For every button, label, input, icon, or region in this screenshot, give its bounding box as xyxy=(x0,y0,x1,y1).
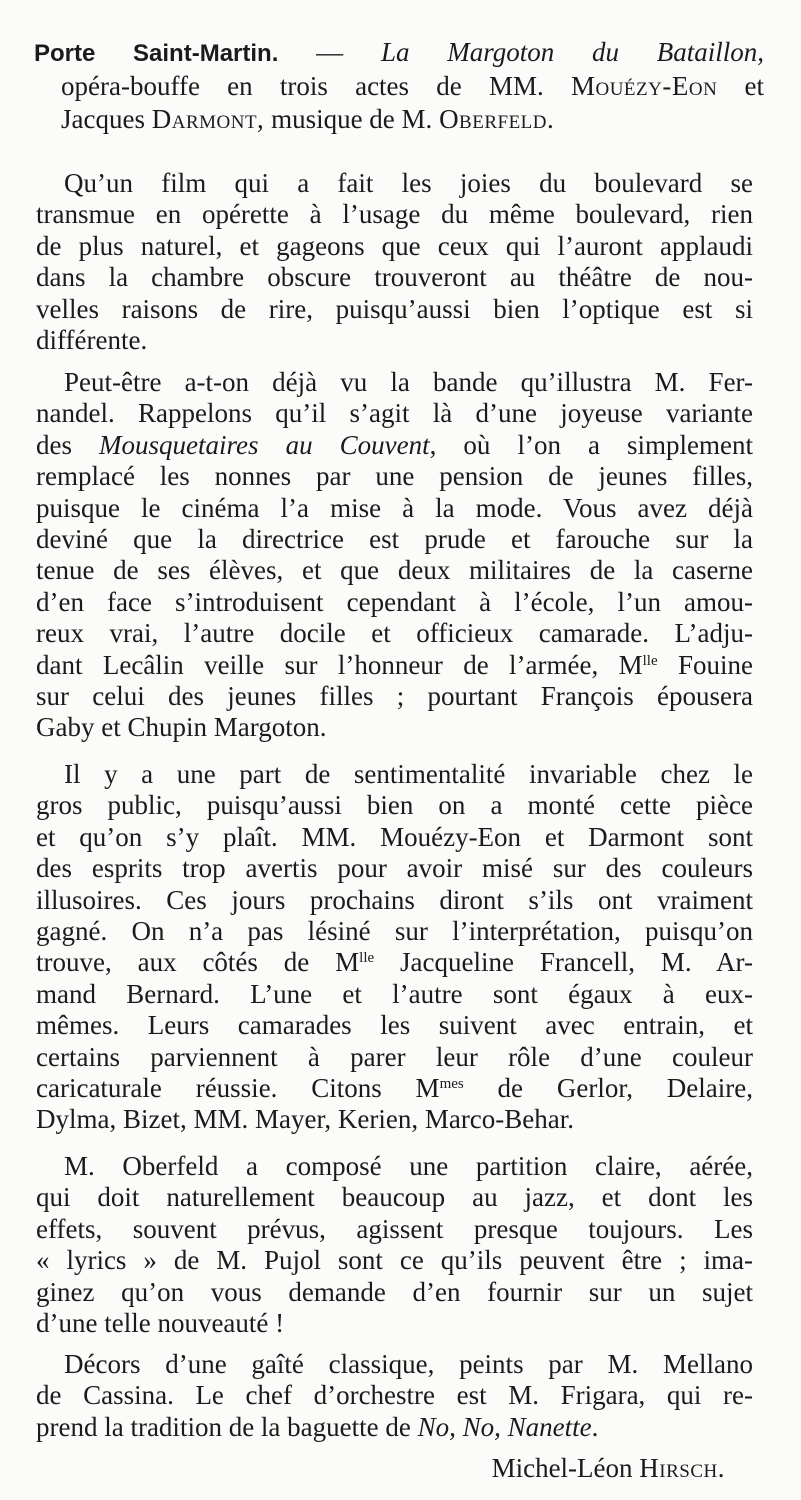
header-music-credit: musique de M. xyxy=(271,104,433,134)
text-line: velles raisons de rire, puisqu’aussi bien l’optique est si xyxy=(36,293,753,324)
text-line: Peut-être a-t-on déjà vu la bande qu’illustra M. Fer- xyxy=(64,367,753,397)
signature-last-name: Hirsch. xyxy=(639,1453,725,1483)
paragraph-2 xyxy=(36,367,753,744)
header-line-2 xyxy=(34,70,764,103)
text-line: des esprits trop avertis pour avoir misé sur des couleurs xyxy=(36,853,753,884)
text-line: nandel. Rappelons qu’il s’agit là d’une joyeuse variante xyxy=(36,398,753,429)
header-line-3 xyxy=(34,103,764,136)
text-line: qui doit naturellement beaucoup au jazz, et dont les xyxy=(36,1182,753,1213)
paragraph-3 xyxy=(36,759,753,1136)
author-name-1: Mouézy-Eon xyxy=(570,71,718,101)
text-line: et qu’on s’y plaît. MM. Mouézy-Eon et Darmont sont xyxy=(36,821,753,852)
paragraph-4 xyxy=(36,1151,753,1339)
text-segment: Jacqueline Francell, M. Ar- xyxy=(374,947,753,978)
author-name-2: Darmont, xyxy=(151,104,265,134)
text-segment: caricaturale réussie. Citons M xyxy=(36,1072,440,1103)
text-line: d’en face s’introduisent cependant à l’école, l’un amou- xyxy=(36,586,753,617)
text-segment: Fouine xyxy=(657,649,753,680)
author-first-name-2: Jacques xyxy=(61,104,145,134)
text-line: illusoires. Ces jours prochains diront s’ils ont vraiment xyxy=(36,884,753,915)
text-line: Gaby et Chupin Margoton. xyxy=(36,712,327,743)
text-line: effets, souvent prévus, agissent presque toujours. Les xyxy=(36,1213,753,1244)
italic-title: No, No, Nanette xyxy=(417,1411,592,1442)
signature-first-name: Michel-Léon xyxy=(491,1453,633,1483)
header-genre: opéra-bouffe en trois actes de MM. xyxy=(61,71,544,101)
text-line: différente. xyxy=(36,324,148,355)
composer-name: Oberfeld. xyxy=(439,104,555,134)
text-segment: de Gerlor, Delaire, xyxy=(463,1072,753,1103)
text-line: Dylma, Bizet, MM. Mayer, Kerien, Marco-Behar. xyxy=(36,1104,575,1135)
text-line: de plus naturel, et gageons que ceux qui l’auront applaudi xyxy=(36,230,753,261)
text-segment: . xyxy=(591,1411,599,1442)
text-line: Qu’un film qui a fait les joies du boulevard se xyxy=(64,168,753,198)
text-line: reux vrai, l’autre docile et officieux camarade. L’adju- xyxy=(36,618,753,649)
header-line-1 xyxy=(34,36,764,70)
text-line: M. Oberfeld a composé une partition claire, aérée, xyxy=(64,1151,753,1181)
text-line xyxy=(36,947,753,978)
theatre-name: Porte Saint-Martin. xyxy=(34,40,279,67)
text-segment: trouve, aux côtés de M xyxy=(36,947,360,978)
text-line: mand Bernard. L’une et l’autre sont égaux à eux- xyxy=(36,978,753,1009)
text-line: tenue de ses élèves, et que deux militaires de la caserne xyxy=(36,555,753,586)
text-line: mêmes. Leurs camarades les suivent avec entrain, et xyxy=(36,1010,753,1041)
text-segment: dant Lecâlin veille sur l’honneur de l’armée, M xyxy=(36,649,643,680)
italic-title: Mousquetaires au Couvent xyxy=(99,429,430,460)
text-segment: , où l’on a simplement xyxy=(429,429,753,460)
text-line: « lyrics » de M. Pujol sont ce qu’ils peuvent être ; ima- xyxy=(36,1245,753,1276)
text-line: Décors d’une gaîté classique, peints par M. Mellano xyxy=(64,1349,753,1379)
text-line: de Cassina. Le chef d’orchestre est M. Frigara, qui re- xyxy=(36,1380,753,1411)
text-line: certains parviennent à parer leur rôle d’une couleur xyxy=(36,1041,753,1072)
text-segment: prend la tradition de la baguette de xyxy=(36,1411,418,1442)
author-signature xyxy=(492,1452,725,1484)
text-line: Il y a une part de sentimentalité invariable chez le xyxy=(64,759,753,789)
text-line: dans la chambre obscure trouveront au théâtre de nou- xyxy=(36,262,753,293)
text-line: gagné. On n’a pas lésiné sur l’interprétation, puisqu’on xyxy=(36,915,753,946)
text-line: puisque le cinéma l’a mise à la mode. Vous avez déjà xyxy=(36,492,753,523)
text-line: deviné que la directrice est prude et farouche sur la xyxy=(36,523,753,554)
honorific-superscript: lle xyxy=(642,652,658,669)
honorific-superscript: lle xyxy=(359,950,375,967)
text-line: ginez qu’on vous demande d’en fournir sur un sujet xyxy=(36,1276,753,1307)
honorific-superscript: mes xyxy=(439,1075,464,1092)
paragraph-1 xyxy=(36,168,753,356)
header-conjunction: et xyxy=(744,71,765,101)
text-line xyxy=(36,650,753,681)
text-line xyxy=(36,430,753,461)
text-line: d’une telle nouveauté ! xyxy=(36,1307,285,1338)
text-line: transmue en opérette à l’usage du même boulevard, rien xyxy=(36,199,753,230)
header-dash: — xyxy=(316,37,344,67)
paragraph-5 xyxy=(36,1349,753,1443)
text-line xyxy=(36,1412,753,1443)
review-header xyxy=(34,36,764,136)
text-line: remplacé les nonnes par une pension de jeunes filles, xyxy=(36,461,753,492)
text-line xyxy=(36,1073,753,1104)
text-line: gros public, puisqu’aussi bien on a monté cette pièce xyxy=(36,790,753,821)
text-segment: des xyxy=(36,429,100,460)
play-title: La Margoton du Bataillon, xyxy=(380,37,765,67)
text-line: sur celui des jeunes filles ; pourtant François épousera xyxy=(36,680,753,711)
